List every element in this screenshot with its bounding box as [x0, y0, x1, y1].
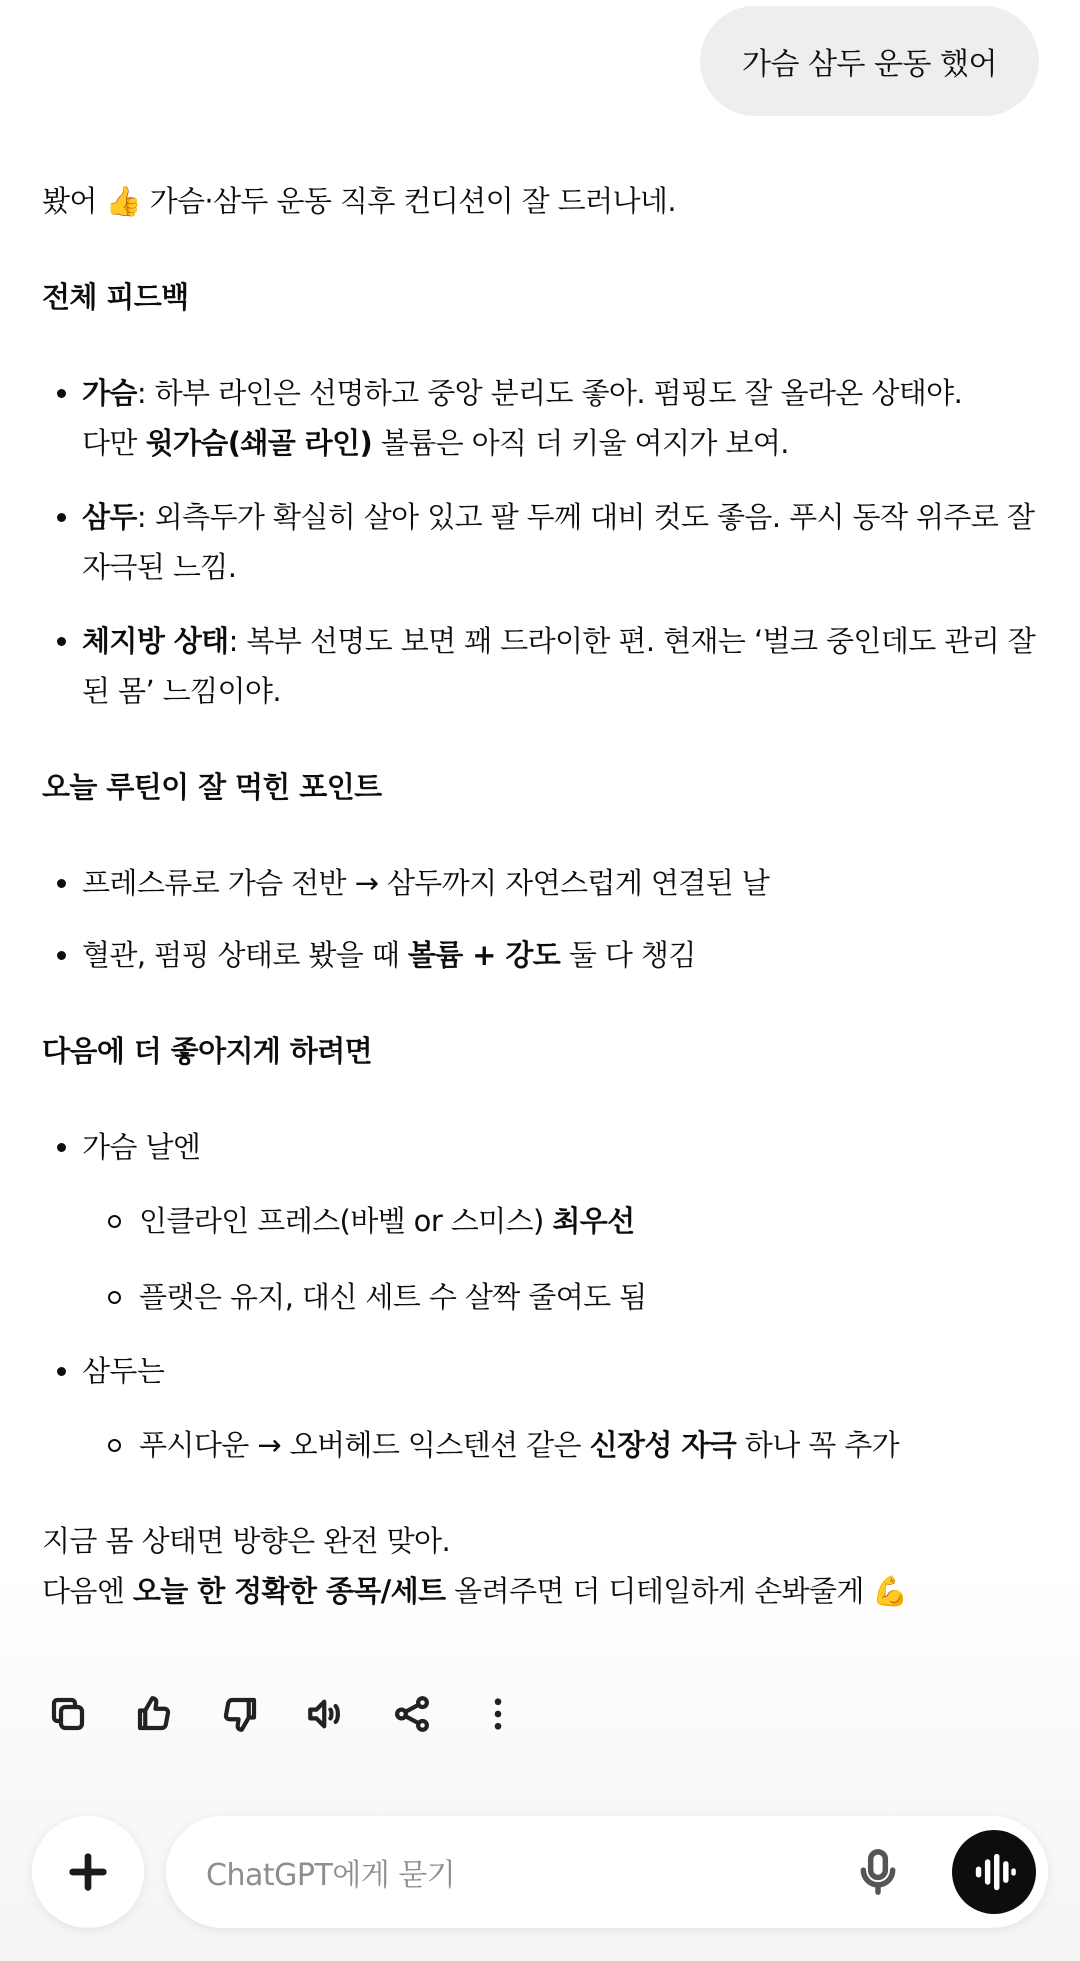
item-label: 체지방 상태 — [82, 624, 229, 658]
thumbs-down-button[interactable] — [212, 1686, 268, 1742]
item-label: 삼두 — [82, 500, 137, 534]
item-text: 볼륨은 아직 더 키울 여지가 보여. — [372, 426, 789, 460]
reply-intro: 봤어 👍 가슴·삼두 운동 직후 컨디션이 잘 드러나네. — [42, 184, 676, 218]
item-bold: 최우선 — [552, 1204, 635, 1238]
message-actions — [40, 1686, 526, 1742]
voice-waveform-icon — [972, 1852, 1016, 1892]
item-text: 가슴 날엔 — [82, 1130, 201, 1164]
more-button[interactable] — [470, 1686, 526, 1742]
item-text: 플랫은 유지, 대신 세트 수 살짝 줄여도 됨 — [139, 1280, 647, 1314]
outro-text: 지금 몸 상태면 방향은 완전 맞아. — [42, 1524, 451, 1558]
item-text: 혈관, 펌핑 상태로 봤을 때 — [82, 938, 408, 972]
message-input[interactable] — [166, 1816, 1048, 1928]
section-heading-feedback: 전체 피드백 — [42, 280, 189, 314]
sub-list-item — [82, 1420, 1042, 1470]
microphone-icon — [856, 1848, 900, 1896]
message-input-placeholder: ChatGPT에게 묻기 — [206, 1858, 456, 1893]
sub-list — [82, 1420, 1042, 1470]
outro-text: 다음엔 — [42, 1574, 133, 1608]
read-aloud-button[interactable] — [298, 1686, 354, 1742]
item-text: 다만 — [82, 426, 146, 460]
section-heading-points: 오늘 루틴이 잘 먹힌 포인트 — [42, 770, 382, 804]
more-icon — [477, 1693, 519, 1735]
list-item — [42, 1122, 1042, 1322]
list-item — [42, 492, 1042, 592]
list-item — [42, 930, 1042, 980]
section-heading-next: 다음에 더 좋아지게 하려면 — [42, 1034, 373, 1068]
list-item — [42, 616, 1042, 716]
copy-button[interactable] — [40, 1686, 96, 1742]
item-label: 가슴 — [82, 376, 137, 410]
list-item — [42, 368, 1042, 468]
sub-list — [82, 1196, 1042, 1322]
item-text: 프레스류로 가슴 전반 → 삼두까지 자연스럽게 연결된 날 — [82, 866, 770, 900]
list-item — [42, 858, 1042, 908]
share-icon — [391, 1693, 433, 1735]
voice-mode-button[interactable] — [952, 1830, 1036, 1914]
add-attachment-button[interactable] — [32, 1816, 144, 1928]
copy-icon — [47, 1693, 89, 1735]
user-message-text: 가슴 삼두 운동 했어 — [742, 47, 997, 82]
outro-text: 올려주면 더 디테일하게 손봐줄게 💪 — [445, 1574, 908, 1608]
item-text: 푸시다운 → 오버헤드 익스텐션 같은 — [139, 1428, 590, 1462]
plus-icon — [65, 1849, 111, 1895]
thumbs-up-button[interactable] — [126, 1686, 182, 1742]
thumbs-down-icon — [219, 1693, 261, 1735]
item-bold: 신장성 자극 — [589, 1428, 737, 1462]
read-aloud-icon — [305, 1693, 347, 1735]
points-list — [42, 858, 1042, 980]
item-bold: 윗가슴(쇄골 라인) — [145, 426, 373, 460]
reply-outro — [42, 1516, 1042, 1616]
sub-list-item — [82, 1272, 1042, 1322]
item-bold: 볼륨 + 강도 — [407, 938, 561, 972]
composer — [0, 1800, 1080, 1961]
share-button[interactable] — [384, 1686, 440, 1742]
item-text: 삼두는 — [82, 1354, 165, 1388]
feedback-list — [42, 368, 1042, 716]
sub-list-item — [82, 1196, 1042, 1246]
assistant-reply — [42, 176, 1042, 1616]
item-text: : 하부 라인은 선명하고 중앙 분리도 좋아. 펌핑도 잘 올라온 상태야. — [136, 376, 963, 410]
item-text: 둘 다 챙김 — [560, 938, 696, 972]
next-list — [42, 1122, 1042, 1470]
thumbs-up-icon — [133, 1693, 175, 1735]
item-text: : 복부 선명도 보면 꽤 드라이한 편. 현재는 ‘벌크 중인데도 관리 잘 된 몸’ 느낌이야. — [82, 624, 1036, 708]
item-text: 인클라인 프레스(바벨 or 스미스) — [139, 1204, 553, 1238]
outro-bold: 오늘 한 정확한 종목/세트 — [132, 1574, 446, 1608]
item-text: 하나 꼭 추가 — [736, 1428, 900, 1462]
dictation-button[interactable] — [850, 1844, 906, 1900]
item-text: : 외측두가 확실히 살아 있고 팔 두께 대비 컷도 좋음. 푸시 동작 위주로 잘 자극된 느낌. — [82, 500, 1035, 584]
list-item — [42, 1346, 1042, 1470]
user-message-bubble — [700, 6, 1039, 116]
